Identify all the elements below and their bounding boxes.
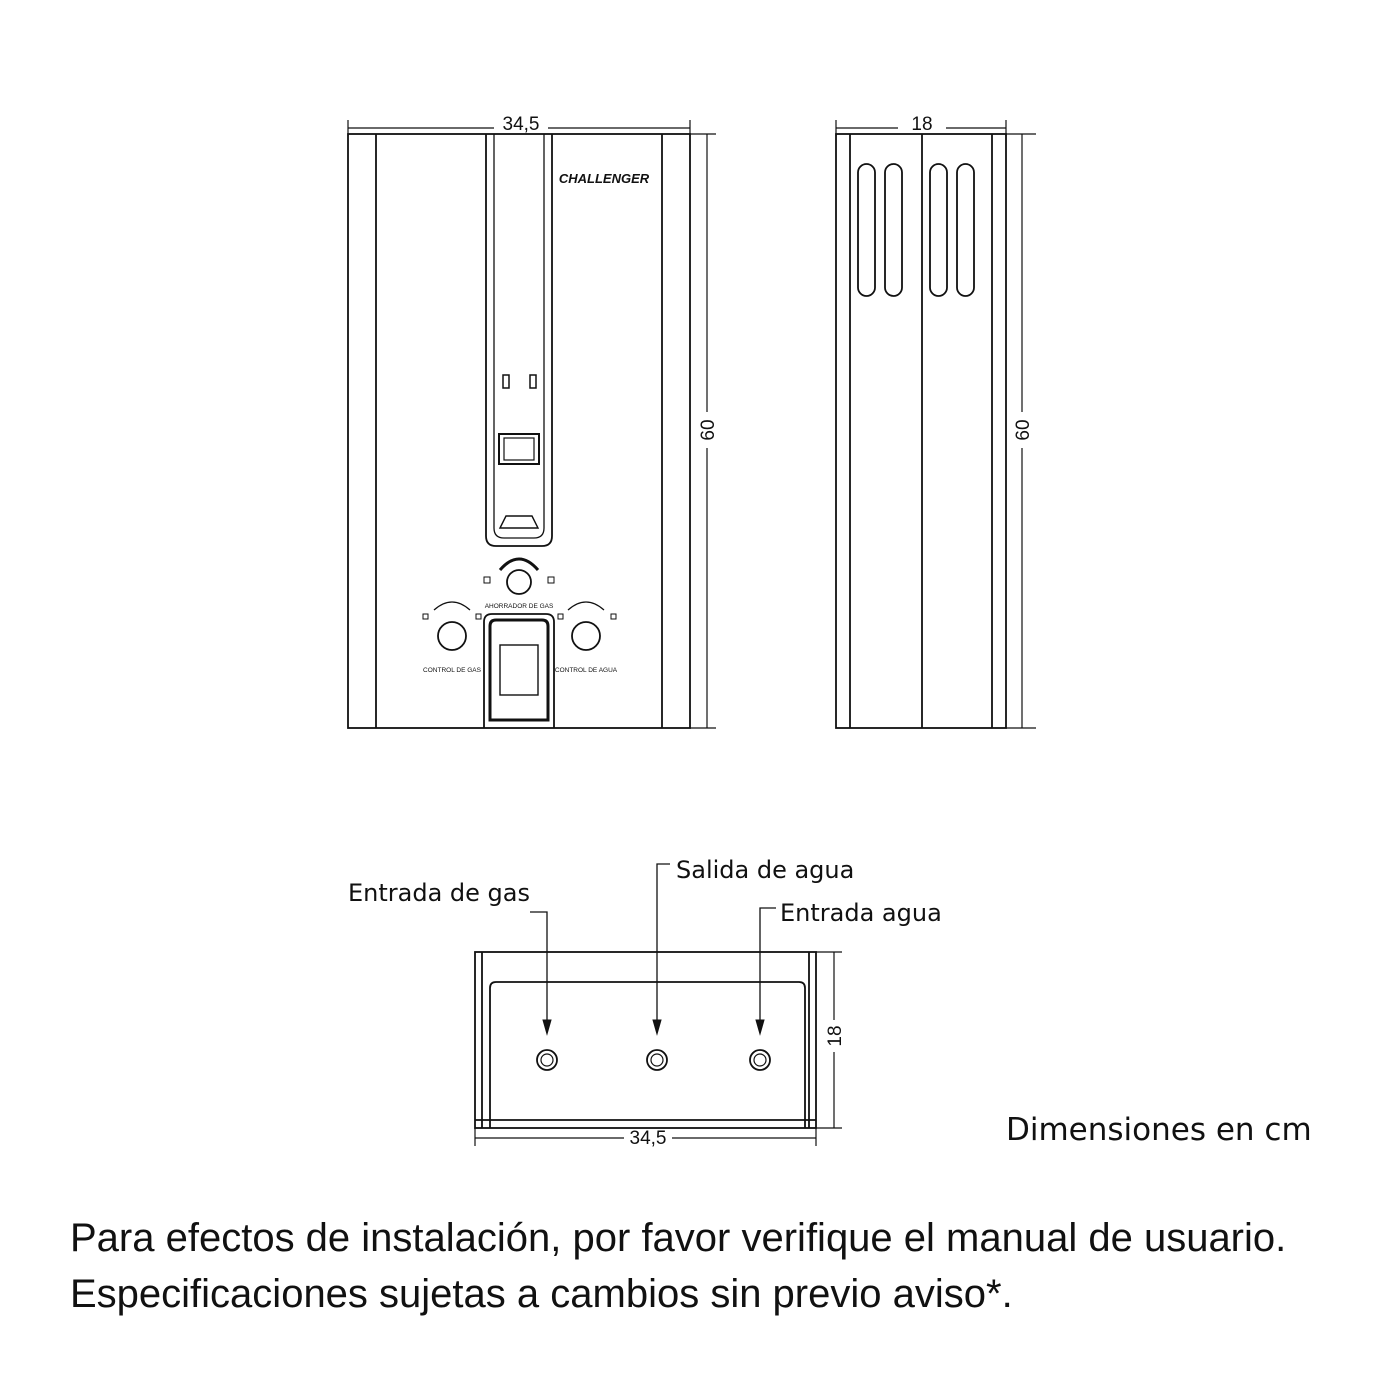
vent-slot xyxy=(957,164,974,296)
front-width-label: 34,5 xyxy=(502,114,540,135)
gas-control-label: CONTROL DE GAS xyxy=(423,667,481,674)
bottom-depth-label: 18 xyxy=(825,1025,846,1047)
water-inlet-connection xyxy=(750,1050,770,1070)
front-height-label: 60 xyxy=(698,419,719,441)
side-view xyxy=(836,114,1036,728)
water-inlet-label: Entrada agua xyxy=(780,899,942,927)
installation-note: Para efectos de instalación, por favor verifique el manual de usuario. xyxy=(70,1216,1287,1260)
vent-slot xyxy=(930,164,947,296)
gas-saver-knob xyxy=(507,570,531,594)
specifications-note: Especificaciones sujetas a cambios sin previo aviso*. xyxy=(70,1272,1013,1316)
bottom-view xyxy=(348,856,942,1149)
bottom-width-label: 34,5 xyxy=(629,1128,667,1149)
side-height-label: 60 xyxy=(1013,419,1034,441)
gas-saver-label: AHORRADOR DE GAS xyxy=(484,603,554,610)
water-outlet-connection xyxy=(647,1050,667,1070)
water-outlet-label: Salida de agua xyxy=(676,856,855,884)
side-depth-label: 18 xyxy=(911,114,933,135)
vent-slot xyxy=(858,164,875,296)
footer-notes xyxy=(70,1210,1286,1322)
vent-slot xyxy=(885,164,902,296)
units-note: Dimensiones en cm xyxy=(1006,1112,1312,1148)
front-view xyxy=(348,114,719,728)
gas-control-knob xyxy=(438,622,466,650)
gas-inlet-connection xyxy=(537,1050,557,1070)
water-control-knob xyxy=(572,622,600,650)
gas-inlet-label: Entrada de gas xyxy=(348,879,531,907)
brand-logo: CHALLENGER xyxy=(558,171,650,186)
water-control-label: CONTROL DE AGUA xyxy=(554,667,618,674)
